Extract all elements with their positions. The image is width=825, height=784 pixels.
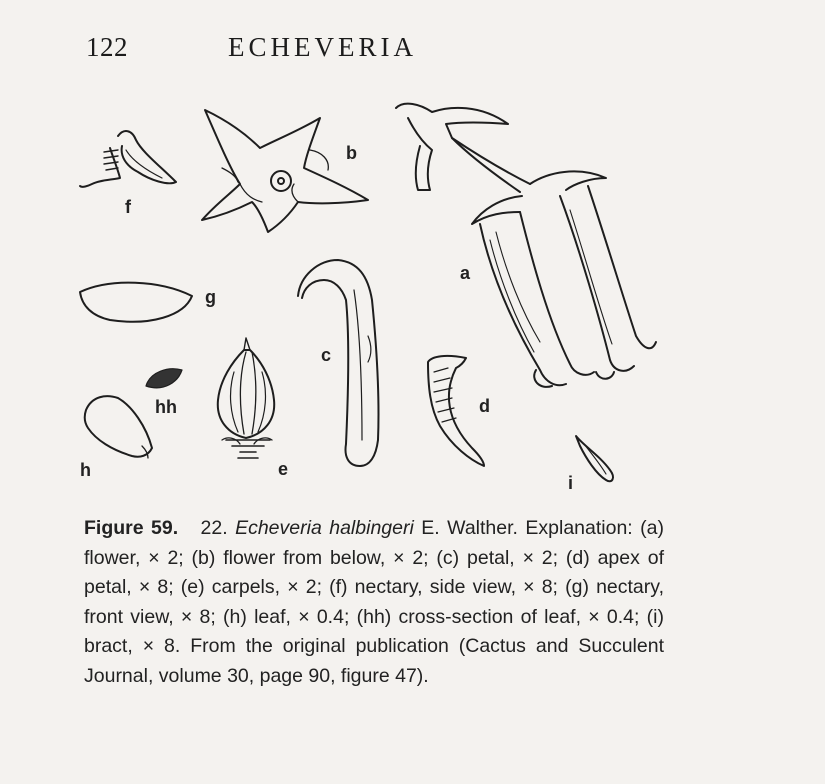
label-f: f	[125, 197, 131, 217]
running-title: ECHEVERIA	[228, 32, 417, 62]
label-g: g	[205, 287, 216, 307]
petal-apex-drawing	[428, 356, 484, 466]
label-e: e	[278, 459, 289, 479]
species-number: 22.	[200, 517, 228, 539]
caption-text: E. Walther. Explanation: (a) flower, × 2; (b) flower from below, × 2; (c) petal, × 2; (d) apex of petal, × 8; (e) carpels, × 2; (f) nectary, side view, × 8; (g) nectary, front view, × 8; (h) leaf, × 0.4; (hh) cross-section of leaf, × 0.4; (i) bract, × 8. From the original publication (Cactus and Succulent Journal, volume 30, page 90, figure 47).	[84, 517, 664, 687]
label-b: b	[346, 143, 357, 163]
label-a: a	[460, 263, 471, 283]
flower-from-below-drawing	[202, 110, 368, 232]
bract-drawing	[576, 436, 613, 481]
petal-drawing	[298, 260, 379, 466]
page-number: 122	[86, 32, 128, 62]
flower-drawing	[396, 104, 656, 387]
leaf-drawing	[85, 396, 152, 458]
label-i: i	[568, 473, 574, 493]
carpels-drawing	[218, 338, 274, 458]
label-h: h	[80, 460, 91, 480]
leaf-cross-section-drawing	[146, 369, 182, 388]
figure-caption	[84, 514, 664, 691]
nectary-front-view-drawing	[80, 283, 192, 322]
label-c: c	[321, 345, 332, 365]
label-hh: hh	[155, 397, 177, 417]
label-d: d	[479, 396, 490, 416]
nectary-side-view-drawing	[80, 131, 176, 187]
figure-number: Figure 59.	[84, 517, 179, 539]
species-name: Echeveria halbingeri	[235, 517, 414, 539]
